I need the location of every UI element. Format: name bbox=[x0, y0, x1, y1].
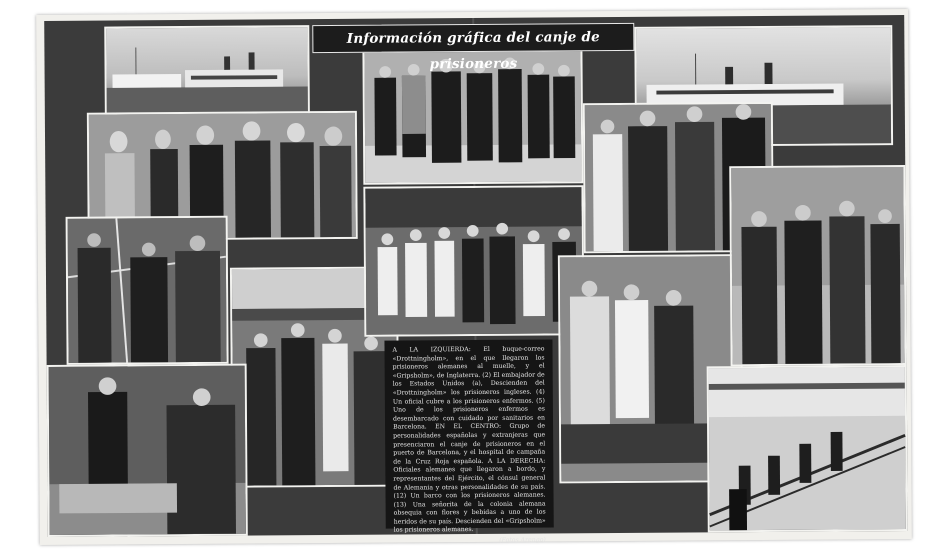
photo-ships-left bbox=[104, 25, 310, 118]
magazine-spread bbox=[44, 15, 908, 544]
photo-german-officers bbox=[729, 165, 906, 366]
caption-text bbox=[384, 339, 553, 544]
photo-gangway bbox=[707, 365, 908, 532]
photo-credit: (Fotos Arengo) bbox=[499, 536, 546, 544]
photo-nurses bbox=[363, 185, 584, 337]
caption-body: A LA IZQUIERDA: El buque-correo «Drottningholm», en el que llegaron los prisioneros alemanes al muelle, y el «Gripsholm», de Inglaterra. (2) El embajador de los Estados Unidos (a), Descienden del «Drottningholm» los prisioneros ingleses. (4) Un oficial cubre a los prisioneros enfermos. (5) Uno de los prisioneros enfermos es desembarcado con cuidado por sanitarios en Barcelona. EN EL CENTRO: Grupo de personalidades españolas y extranjeras que presenciaron el canje de prisioneros en el puerto de Barcelona, y el hospital de campaña de la Cruz Roja española. A LA DERECHA: Oficiales alemanes que llegaron a bordo, y representantes del Ejército, el cónsul general de Alemania y otras personalidades de su país. (12) Un barco con los prisioneros alemanes. (13) Una señorita de la colonia alemana obsequia con flores y bebidas a uno de los heridos de su país. Descienden del «Gripsholm» los prisioneros alemanes. bbox=[392, 345, 546, 535]
photo-prisoners-rail bbox=[66, 216, 229, 365]
headline: Información gráfica del canje de prisioneros bbox=[312, 23, 634, 53]
photo-injured bbox=[47, 364, 248, 537]
